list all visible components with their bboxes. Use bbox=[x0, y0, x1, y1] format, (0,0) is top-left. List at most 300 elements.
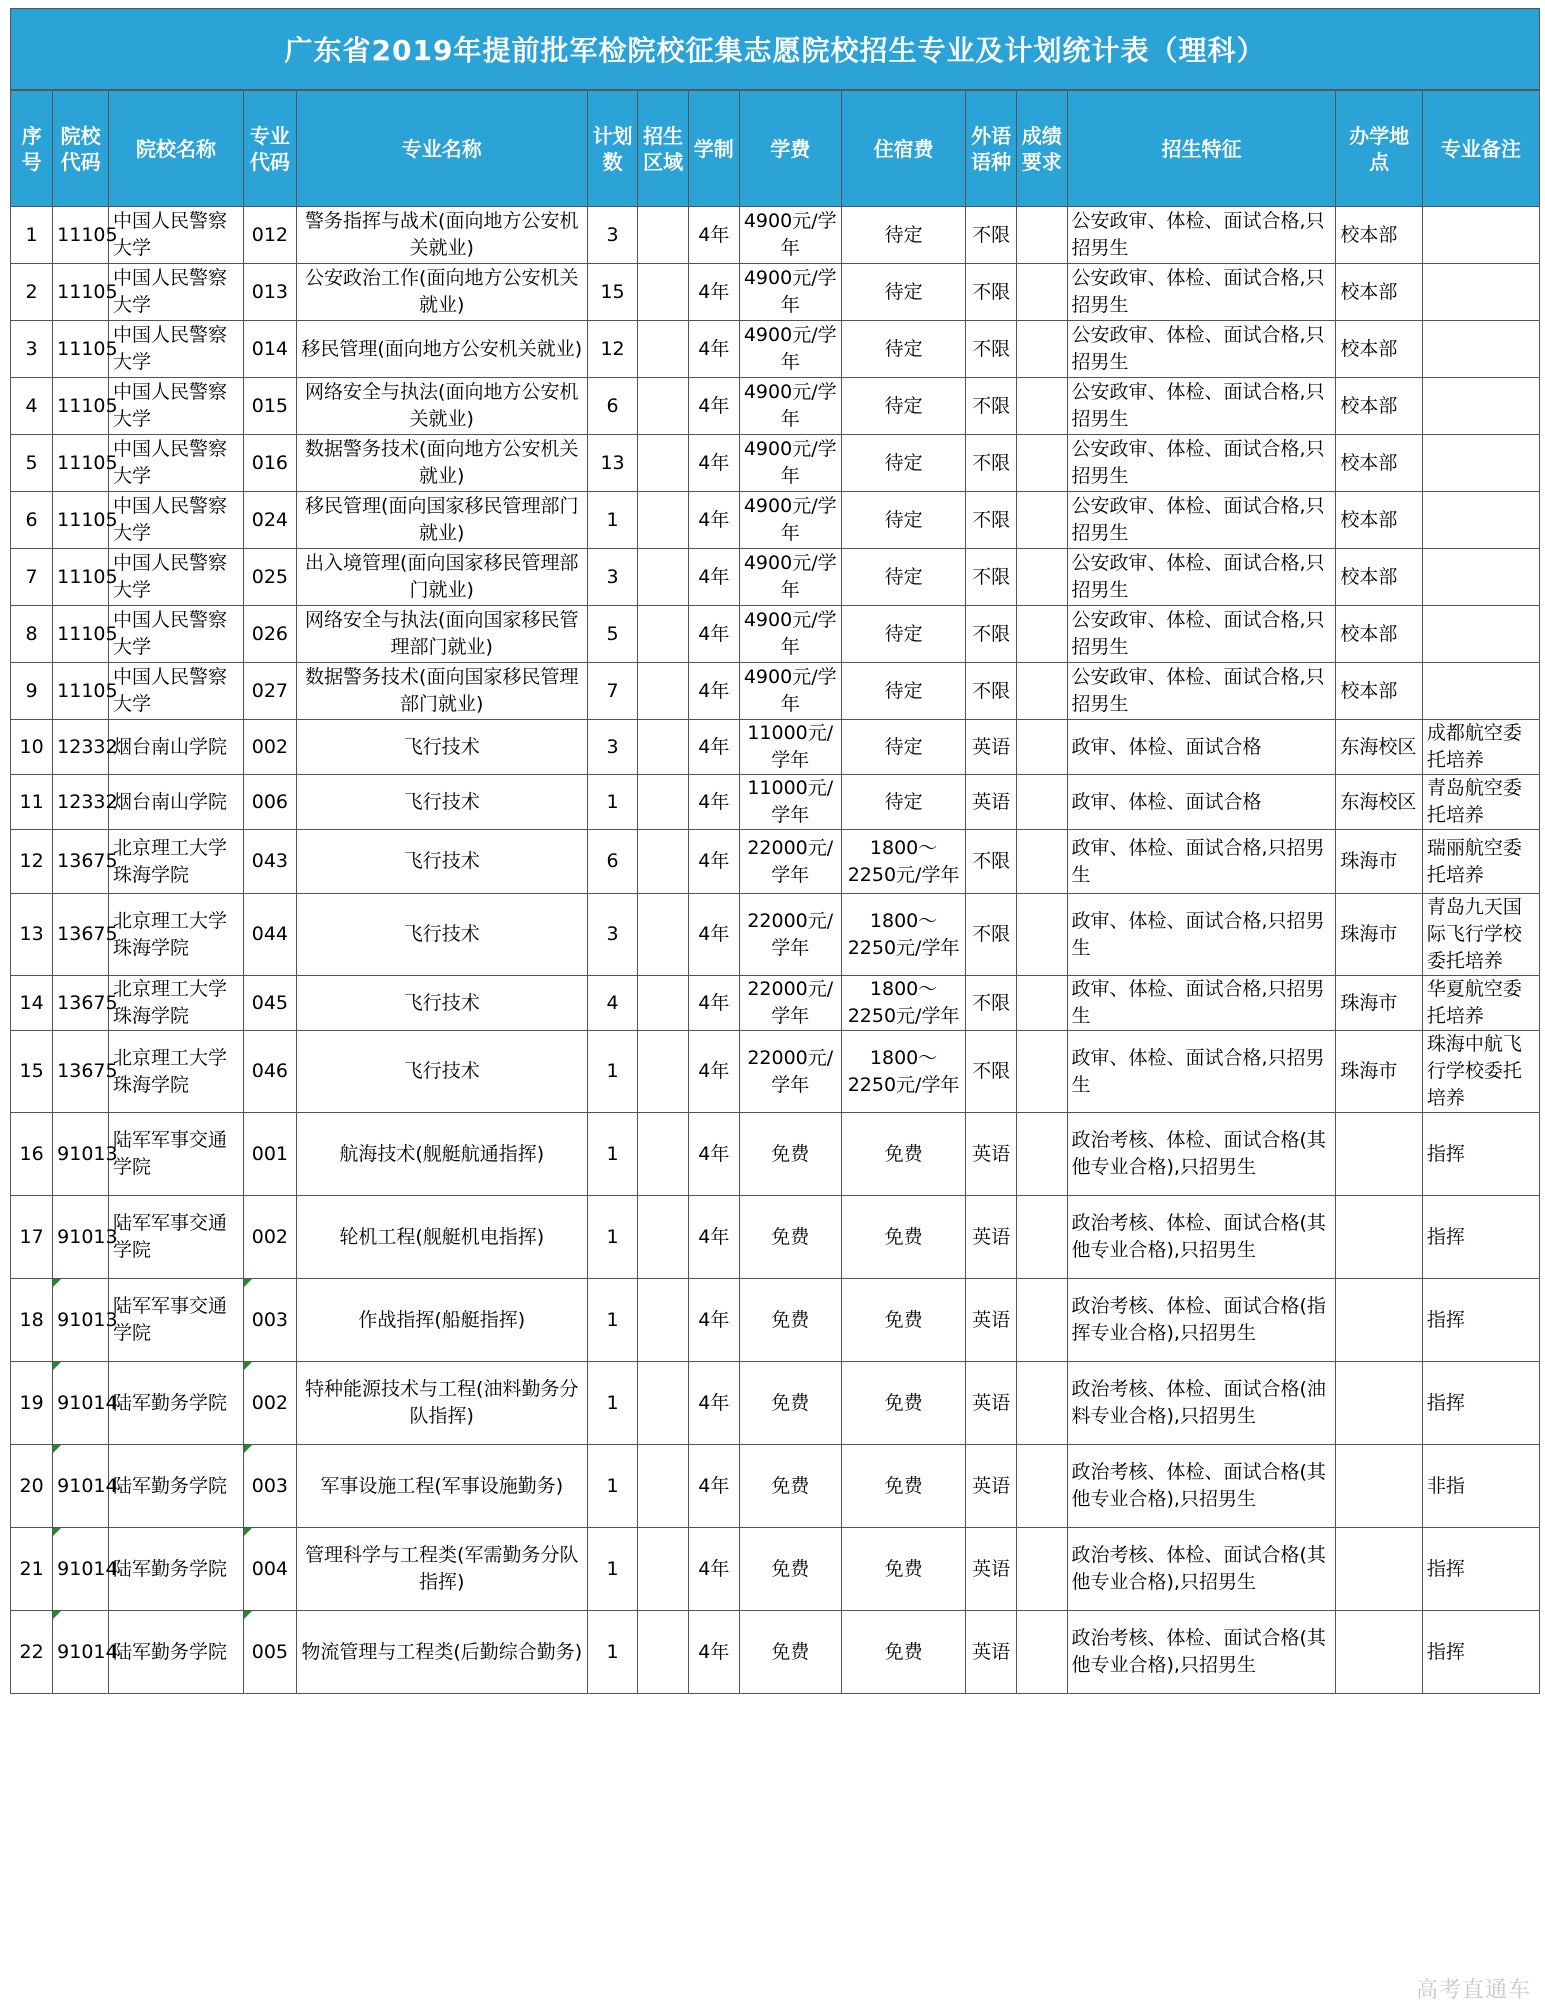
language-cell: 英语 bbox=[966, 775, 1017, 830]
admission-features-cell: 政审、体检、面试合格,只招男生 bbox=[1067, 894, 1336, 976]
score-requirement-cell bbox=[1016, 1528, 1067, 1611]
score-requirement-cell bbox=[1016, 435, 1067, 492]
language-cell: 英语 bbox=[966, 1445, 1017, 1528]
score-requirement-cell bbox=[1016, 1113, 1067, 1196]
language-cell: 英语 bbox=[966, 1113, 1017, 1196]
campus-location-cell bbox=[1336, 1279, 1422, 1362]
score-requirement-cell bbox=[1016, 264, 1067, 321]
header-row bbox=[11, 91, 1540, 207]
major-name-cell: 飞行技术 bbox=[296, 976, 587, 1031]
region-cell bbox=[638, 830, 689, 894]
language-cell: 不限 bbox=[966, 606, 1017, 663]
region-cell bbox=[638, 549, 689, 606]
duration-cell: 4年 bbox=[688, 830, 739, 894]
admission-features-cell: 政审、体检、面试合格,只招男生 bbox=[1067, 830, 1336, 894]
school-code-cell: 13675 bbox=[53, 894, 109, 976]
plan-count-cell: 7 bbox=[587, 663, 638, 720]
plan-count-cell: 3 bbox=[587, 720, 638, 775]
major-name-cell: 作战指挥(船艇指挥) bbox=[296, 1279, 587, 1362]
cell-comment-marker-icon bbox=[244, 1611, 252, 1619]
score-requirement-cell bbox=[1016, 378, 1067, 435]
major-note-cell bbox=[1422, 492, 1539, 549]
score-requirement-cell bbox=[1016, 549, 1067, 606]
major-code-cell: 025 bbox=[244, 549, 297, 606]
school-name-cell: 中国人民警察大学 bbox=[109, 606, 244, 663]
major-code-cell: 003 bbox=[244, 1445, 297, 1528]
table-row bbox=[11, 976, 1540, 1031]
tuition-cell: 免费 bbox=[739, 1113, 841, 1196]
cell-comment-marker-icon bbox=[244, 1362, 252, 1370]
score-requirement-cell bbox=[1016, 830, 1067, 894]
admission-features-cell: 政审、体检、面试合格,只招男生 bbox=[1067, 976, 1336, 1031]
tuition-cell: 4900元/学年 bbox=[739, 435, 841, 492]
table-row bbox=[11, 1362, 1540, 1445]
school-code-cell: 91013 bbox=[53, 1113, 109, 1196]
header-cell: 专业名称 bbox=[296, 91, 587, 207]
admission-features-cell: 公安政审、体检、面试合格,只招男生 bbox=[1067, 321, 1336, 378]
admission-features-cell: 政治考核、体检、面试合格(其他专业合格),只招男生 bbox=[1067, 1445, 1336, 1528]
school-name-cell: 烟台南山学院 bbox=[109, 720, 244, 775]
score-requirement-cell bbox=[1016, 1611, 1067, 1694]
major-name-cell: 航海技术(舰艇航通指挥) bbox=[296, 1113, 587, 1196]
row-number-cell: 4 bbox=[11, 378, 53, 435]
major-note-cell bbox=[1422, 663, 1539, 720]
region-cell bbox=[638, 1031, 689, 1113]
cell-comment-marker-icon bbox=[244, 1528, 252, 1536]
school-code-cell: 12332 bbox=[53, 775, 109, 830]
major-note-cell: 指挥 bbox=[1422, 1113, 1539, 1196]
plan-count-cell: 6 bbox=[587, 378, 638, 435]
school-name-cell: 北京理工大学珠海学院 bbox=[109, 976, 244, 1031]
school-name-cell: 陆军勤务学院 bbox=[109, 1611, 244, 1694]
row-number-cell: 12 bbox=[11, 830, 53, 894]
school-name-cell: 陆军军事交通学院 bbox=[109, 1196, 244, 1279]
school-name-cell: 中国人民警察大学 bbox=[109, 492, 244, 549]
plan-count-cell: 13 bbox=[587, 435, 638, 492]
tuition-cell: 4900元/学年 bbox=[739, 663, 841, 720]
cell-comment-marker-icon bbox=[244, 1279, 252, 1287]
major-code-cell: 043 bbox=[244, 830, 297, 894]
table-row bbox=[11, 1528, 1540, 1611]
plan-count-cell: 1 bbox=[587, 1113, 638, 1196]
campus-location-cell: 校本部 bbox=[1336, 435, 1422, 492]
region-cell bbox=[638, 264, 689, 321]
watermark: 高考直通车 bbox=[1415, 1978, 1531, 2003]
plan-count-cell: 1 bbox=[587, 1445, 638, 1528]
tuition-cell: 4900元/学年 bbox=[739, 492, 841, 549]
score-requirement-cell bbox=[1016, 1279, 1067, 1362]
major-note-cell bbox=[1422, 378, 1539, 435]
table-container bbox=[10, 8, 1540, 1694]
major-name-cell: 飞行技术 bbox=[296, 775, 587, 830]
campus-location-cell bbox=[1336, 1196, 1422, 1279]
cell-comment-marker-icon bbox=[53, 1445, 61, 1453]
major-code-cell: 012 bbox=[244, 207, 297, 264]
tuition-cell: 4900元/学年 bbox=[739, 321, 841, 378]
duration-cell: 4年 bbox=[688, 606, 739, 663]
row-number-cell: 18 bbox=[11, 1279, 53, 1362]
major-note-cell: 指挥 bbox=[1422, 1196, 1539, 1279]
campus-location-cell: 校本部 bbox=[1336, 606, 1422, 663]
major-code-cell: 006 bbox=[244, 775, 297, 830]
region-cell bbox=[638, 775, 689, 830]
table-row bbox=[11, 830, 1540, 894]
major-code-cell: 002 bbox=[244, 720, 297, 775]
duration-cell: 4年 bbox=[688, 663, 739, 720]
school-code-cell: 11105 bbox=[53, 549, 109, 606]
tuition-cell: 免费 bbox=[739, 1362, 841, 1445]
school-name-cell: 中国人民警察大学 bbox=[109, 207, 244, 264]
plan-count-cell: 1 bbox=[587, 1279, 638, 1362]
lodging-fee-cell: 免费 bbox=[841, 1196, 965, 1279]
admission-features-cell: 公安政审、体检、面试合格,只招男生 bbox=[1067, 378, 1336, 435]
language-cell: 不限 bbox=[966, 492, 1017, 549]
major-code-cell: 016 bbox=[244, 435, 297, 492]
school-code-cell: 12332 bbox=[53, 720, 109, 775]
major-name-cell: 移民管理(面向地方公安机关就业) bbox=[296, 321, 587, 378]
region-cell bbox=[638, 606, 689, 663]
plan-count-cell: 3 bbox=[587, 207, 638, 264]
school-name-cell: 中国人民警察大学 bbox=[109, 321, 244, 378]
tuition-cell: 22000元/学年 bbox=[739, 894, 841, 976]
major-note-cell: 青岛九天国际飞行学校委托培养 bbox=[1422, 894, 1539, 976]
region-cell bbox=[638, 976, 689, 1031]
major-name-cell: 警务指挥与战术(面向地方公安机关就业) bbox=[296, 207, 587, 264]
school-code-cell: 91013 bbox=[53, 1279, 109, 1362]
table-row bbox=[11, 207, 1540, 264]
score-requirement-cell bbox=[1016, 1196, 1067, 1279]
lodging-fee-cell: 待定 bbox=[841, 663, 965, 720]
lodging-fee-cell: 1800～2250元/学年 bbox=[841, 976, 965, 1031]
school-code-cell: 91014 bbox=[53, 1528, 109, 1611]
plan-count-cell: 1 bbox=[587, 1031, 638, 1113]
admission-features-cell: 公安政审、体检、面试合格,只招男生 bbox=[1067, 492, 1336, 549]
header-cell: 成绩要求 bbox=[1016, 91, 1067, 207]
school-code-cell: 11105 bbox=[53, 663, 109, 720]
plan-count-cell: 1 bbox=[587, 1528, 638, 1611]
lodging-fee-cell: 1800～2250元/学年 bbox=[841, 1031, 965, 1113]
tuition-cell: 4900元/学年 bbox=[739, 207, 841, 264]
tuition-cell: 4900元/学年 bbox=[739, 549, 841, 606]
plan-count-cell: 1 bbox=[587, 1196, 638, 1279]
score-requirement-cell bbox=[1016, 1031, 1067, 1113]
header-cell: 院校代码 bbox=[53, 91, 109, 207]
row-number-cell: 2 bbox=[11, 264, 53, 321]
lodging-fee-cell: 免费 bbox=[841, 1113, 965, 1196]
school-name-cell: 中国人民警察大学 bbox=[109, 435, 244, 492]
school-code-cell: 91014 bbox=[53, 1362, 109, 1445]
header-cell: 招生特征 bbox=[1067, 91, 1336, 207]
campus-location-cell bbox=[1336, 1362, 1422, 1445]
language-cell: 不限 bbox=[966, 435, 1017, 492]
region-cell bbox=[638, 720, 689, 775]
admission-features-cell: 政治考核、体检、面试合格(其他专业合格),只招男生 bbox=[1067, 1196, 1336, 1279]
row-number-cell: 17 bbox=[11, 1196, 53, 1279]
major-name-cell: 军事设施工程(军事设施勤务) bbox=[296, 1445, 587, 1528]
campus-location-cell: 东海校区 bbox=[1336, 720, 1422, 775]
admission-features-cell: 政治考核、体检、面试合格(指挥专业合格),只招男生 bbox=[1067, 1279, 1336, 1362]
school-name-cell: 北京理工大学珠海学院 bbox=[109, 894, 244, 976]
row-number-cell: 20 bbox=[11, 1445, 53, 1528]
duration-cell: 4年 bbox=[688, 1445, 739, 1528]
plan-count-cell: 6 bbox=[587, 830, 638, 894]
duration-cell: 4年 bbox=[688, 775, 739, 830]
language-cell: 不限 bbox=[966, 321, 1017, 378]
major-code-cell: 004 bbox=[244, 1528, 297, 1611]
table-row bbox=[11, 1031, 1540, 1113]
duration-cell: 4年 bbox=[688, 1362, 739, 1445]
row-number-cell: 7 bbox=[11, 549, 53, 606]
major-note-cell: 指挥 bbox=[1422, 1611, 1539, 1694]
plan-count-cell: 1 bbox=[587, 1362, 638, 1445]
major-note-cell bbox=[1422, 606, 1539, 663]
lodging-fee-cell: 待定 bbox=[841, 207, 965, 264]
school-code-cell: 13675 bbox=[53, 976, 109, 1031]
region-cell bbox=[638, 378, 689, 435]
table-body bbox=[11, 207, 1540, 1694]
major-code-cell: 045 bbox=[244, 976, 297, 1031]
duration-cell: 4年 bbox=[688, 207, 739, 264]
table-row bbox=[11, 264, 1540, 321]
plan-count-cell: 4 bbox=[587, 976, 638, 1031]
school-name-cell: 陆军军事交通学院 bbox=[109, 1279, 244, 1362]
region-cell bbox=[638, 435, 689, 492]
lodging-fee-cell: 待定 bbox=[841, 720, 965, 775]
header-cell: 办学地点 bbox=[1336, 91, 1422, 207]
score-requirement-cell bbox=[1016, 321, 1067, 378]
region-cell bbox=[638, 894, 689, 976]
major-name-cell: 管理科学与工程类(军需勤务分队指挥) bbox=[296, 1528, 587, 1611]
table-row bbox=[11, 378, 1540, 435]
campus-location-cell: 珠海市 bbox=[1336, 976, 1422, 1031]
language-cell: 不限 bbox=[966, 264, 1017, 321]
tuition-cell: 免费 bbox=[739, 1445, 841, 1528]
duration-cell: 4年 bbox=[688, 720, 739, 775]
tuition-cell: 4900元/学年 bbox=[739, 606, 841, 663]
duration-cell: 4年 bbox=[688, 976, 739, 1031]
language-cell: 英语 bbox=[966, 1362, 1017, 1445]
campus-location-cell bbox=[1336, 1445, 1422, 1528]
plan-count-cell: 3 bbox=[587, 549, 638, 606]
region-cell bbox=[638, 1196, 689, 1279]
major-code-cell: 014 bbox=[244, 321, 297, 378]
region-cell bbox=[638, 1279, 689, 1362]
lodging-fee-cell: 免费 bbox=[841, 1362, 965, 1445]
header-cell: 院校名称 bbox=[109, 91, 244, 207]
language-cell: 不限 bbox=[966, 976, 1017, 1031]
major-note-cell: 指挥 bbox=[1422, 1279, 1539, 1362]
lodging-fee-cell: 免费 bbox=[841, 1528, 965, 1611]
school-name-cell: 北京理工大学珠海学院 bbox=[109, 1031, 244, 1113]
table-row bbox=[11, 1611, 1540, 1694]
tuition-cell: 11000元/学年 bbox=[739, 775, 841, 830]
cell-comment-marker-icon bbox=[53, 1362, 61, 1370]
table-row bbox=[11, 435, 1540, 492]
language-cell: 不限 bbox=[966, 830, 1017, 894]
duration-cell: 4年 bbox=[688, 549, 739, 606]
school-name-cell: 北京理工大学珠海学院 bbox=[109, 830, 244, 894]
campus-location-cell: 珠海市 bbox=[1336, 830, 1422, 894]
major-name-cell: 物流管理与工程类(后勤综合勤务) bbox=[296, 1611, 587, 1694]
row-number-cell: 9 bbox=[11, 663, 53, 720]
duration-cell: 4年 bbox=[688, 1528, 739, 1611]
lodging-fee-cell: 免费 bbox=[841, 1279, 965, 1362]
duration-cell: 4年 bbox=[688, 1031, 739, 1113]
tuition-cell: 22000元/学年 bbox=[739, 976, 841, 1031]
language-cell: 不限 bbox=[966, 1031, 1017, 1113]
school-code-cell: 11105 bbox=[53, 264, 109, 321]
row-number-cell: 19 bbox=[11, 1362, 53, 1445]
major-note-cell: 指挥 bbox=[1422, 1362, 1539, 1445]
lodging-fee-cell: 待定 bbox=[841, 549, 965, 606]
language-cell: 英语 bbox=[966, 1196, 1017, 1279]
score-requirement-cell bbox=[1016, 894, 1067, 976]
major-note-cell bbox=[1422, 264, 1539, 321]
admission-features-cell: 政审、体检、面试合格 bbox=[1067, 720, 1336, 775]
header-cell: 专业代码 bbox=[244, 91, 297, 207]
major-code-cell: 015 bbox=[244, 378, 297, 435]
major-code-cell: 005 bbox=[244, 1611, 297, 1694]
school-name-cell: 陆军勤务学院 bbox=[109, 1445, 244, 1528]
page-title: 广东省2019年提前批军检院校征集志愿院校招生专业及计划统计表（理科） bbox=[284, 34, 1266, 67]
campus-location-cell: 校本部 bbox=[1336, 207, 1422, 264]
table-row bbox=[11, 775, 1540, 830]
campus-location-cell bbox=[1336, 1113, 1422, 1196]
lodging-fee-cell: 待定 bbox=[841, 435, 965, 492]
plan-count-cell: 5 bbox=[587, 606, 638, 663]
plan-count-cell: 1 bbox=[587, 492, 638, 549]
admission-features-cell: 政治考核、体检、面试合格(其他专业合格),只招男生 bbox=[1067, 1611, 1336, 1694]
school-name-cell: 陆军勤务学院 bbox=[109, 1362, 244, 1445]
major-name-cell: 数据警务技术(面向地方公安机关就业) bbox=[296, 435, 587, 492]
region-cell bbox=[638, 1445, 689, 1528]
campus-location-cell: 东海校区 bbox=[1336, 775, 1422, 830]
score-requirement-cell bbox=[1016, 492, 1067, 549]
major-name-cell: 飞行技术 bbox=[296, 894, 587, 976]
major-code-cell: 013 bbox=[244, 264, 297, 321]
major-code-cell: 002 bbox=[244, 1362, 297, 1445]
major-name-cell: 飞行技术 bbox=[296, 1031, 587, 1113]
tuition-cell: 免费 bbox=[739, 1196, 841, 1279]
plan-count-cell: 3 bbox=[587, 894, 638, 976]
language-cell: 英语 bbox=[966, 1528, 1017, 1611]
table-row bbox=[11, 606, 1540, 663]
region-cell bbox=[638, 207, 689, 264]
school-code-cell: 11105 bbox=[53, 435, 109, 492]
cell-comment-marker-icon bbox=[53, 1279, 61, 1287]
language-cell: 英语 bbox=[966, 1279, 1017, 1362]
row-number-cell: 16 bbox=[11, 1113, 53, 1196]
table-row bbox=[11, 1196, 1540, 1279]
major-name-cell: 飞行技术 bbox=[296, 720, 587, 775]
row-number-cell: 11 bbox=[11, 775, 53, 830]
language-cell: 英语 bbox=[966, 720, 1017, 775]
admission-features-cell: 公安政审、体检、面试合格,只招男生 bbox=[1067, 435, 1336, 492]
duration-cell: 4年 bbox=[688, 492, 739, 549]
tuition-cell: 4900元/学年 bbox=[739, 264, 841, 321]
major-name-cell: 数据警务技术(面向国家移民管理部门就业) bbox=[296, 663, 587, 720]
table-row bbox=[11, 1445, 1540, 1528]
row-number-cell: 6 bbox=[11, 492, 53, 549]
score-requirement-cell bbox=[1016, 1362, 1067, 1445]
row-number-cell: 21 bbox=[11, 1528, 53, 1611]
tuition-cell: 22000元/学年 bbox=[739, 830, 841, 894]
campus-location-cell: 校本部 bbox=[1336, 264, 1422, 321]
lodging-fee-cell: 免费 bbox=[841, 1445, 965, 1528]
header-cell: 学制 bbox=[688, 91, 739, 207]
admission-features-cell: 公安政审、体检、面试合格,只招男生 bbox=[1067, 549, 1336, 606]
title-bar bbox=[10, 8, 1540, 90]
school-name-cell: 烟台南山学院 bbox=[109, 775, 244, 830]
lodging-fee-cell: 待定 bbox=[841, 775, 965, 830]
admission-features-cell: 公安政审、体检、面试合格,只招男生 bbox=[1067, 207, 1336, 264]
school-name-cell: 陆军勤务学院 bbox=[109, 1528, 244, 1611]
duration-cell: 4年 bbox=[688, 378, 739, 435]
campus-location-cell: 校本部 bbox=[1336, 378, 1422, 435]
major-code-cell: 003 bbox=[244, 1279, 297, 1362]
admission-features-cell: 政治考核、体检、面试合格(其他专业合格),只招男生 bbox=[1067, 1113, 1336, 1196]
header-cell: 计划数 bbox=[587, 91, 638, 207]
duration-cell: 4年 bbox=[688, 321, 739, 378]
school-code-cell: 11105 bbox=[53, 492, 109, 549]
row-number-cell: 8 bbox=[11, 606, 53, 663]
school-code-cell: 13675 bbox=[53, 1031, 109, 1113]
tuition-cell: 免费 bbox=[739, 1611, 841, 1694]
enrollment-table bbox=[10, 90, 1540, 1694]
campus-location-cell: 校本部 bbox=[1336, 549, 1422, 606]
duration-cell: 4年 bbox=[688, 1611, 739, 1694]
school-name-cell: 中国人民警察大学 bbox=[109, 549, 244, 606]
major-name-cell: 特种能源技术与工程(油料勤务分队指挥) bbox=[296, 1362, 587, 1445]
school-name-cell: 陆军军事交通学院 bbox=[109, 1113, 244, 1196]
score-requirement-cell bbox=[1016, 1445, 1067, 1528]
admission-features-cell: 政治考核、体检、面试合格(油料专业合格),只招男生 bbox=[1067, 1362, 1336, 1445]
major-code-cell: 002 bbox=[244, 1196, 297, 1279]
lodging-fee-cell: 1800～2250元/学年 bbox=[841, 830, 965, 894]
table-row bbox=[11, 549, 1540, 606]
duration-cell: 4年 bbox=[688, 894, 739, 976]
row-number-cell: 22 bbox=[11, 1611, 53, 1694]
tuition-cell: 22000元/学年 bbox=[739, 1031, 841, 1113]
school-code-cell: 91013 bbox=[53, 1196, 109, 1279]
major-name-cell: 飞行技术 bbox=[296, 830, 587, 894]
school-code-cell: 11105 bbox=[53, 606, 109, 663]
school-code-cell: 11105 bbox=[53, 378, 109, 435]
tuition-cell: 11000元/学年 bbox=[739, 720, 841, 775]
lodging-fee-cell: 待定 bbox=[841, 378, 965, 435]
school-code-cell: 11105 bbox=[53, 321, 109, 378]
major-note-cell: 青岛航空委托培养 bbox=[1422, 775, 1539, 830]
lodging-fee-cell: 待定 bbox=[841, 606, 965, 663]
lodging-fee-cell: 待定 bbox=[841, 492, 965, 549]
score-requirement-cell bbox=[1016, 976, 1067, 1031]
major-note-cell: 华夏航空委托培养 bbox=[1422, 976, 1539, 1031]
language-cell: 不限 bbox=[966, 378, 1017, 435]
major-name-cell: 移民管理(面向国家移民管理部门就业) bbox=[296, 492, 587, 549]
region-cell bbox=[638, 492, 689, 549]
tuition-cell: 免费 bbox=[739, 1279, 841, 1362]
row-number-cell: 10 bbox=[11, 720, 53, 775]
school-code-cell: 13675 bbox=[53, 830, 109, 894]
campus-location-cell: 校本部 bbox=[1336, 321, 1422, 378]
major-note-cell bbox=[1422, 207, 1539, 264]
major-note-cell bbox=[1422, 321, 1539, 378]
admission-features-cell: 政审、体检、面试合格,只招男生 bbox=[1067, 1031, 1336, 1113]
header-cell: 住宿费 bbox=[841, 91, 965, 207]
admission-features-cell: 公安政审、体检、面试合格,只招男生 bbox=[1067, 663, 1336, 720]
major-code-cell: 026 bbox=[244, 606, 297, 663]
duration-cell: 4年 bbox=[688, 1279, 739, 1362]
